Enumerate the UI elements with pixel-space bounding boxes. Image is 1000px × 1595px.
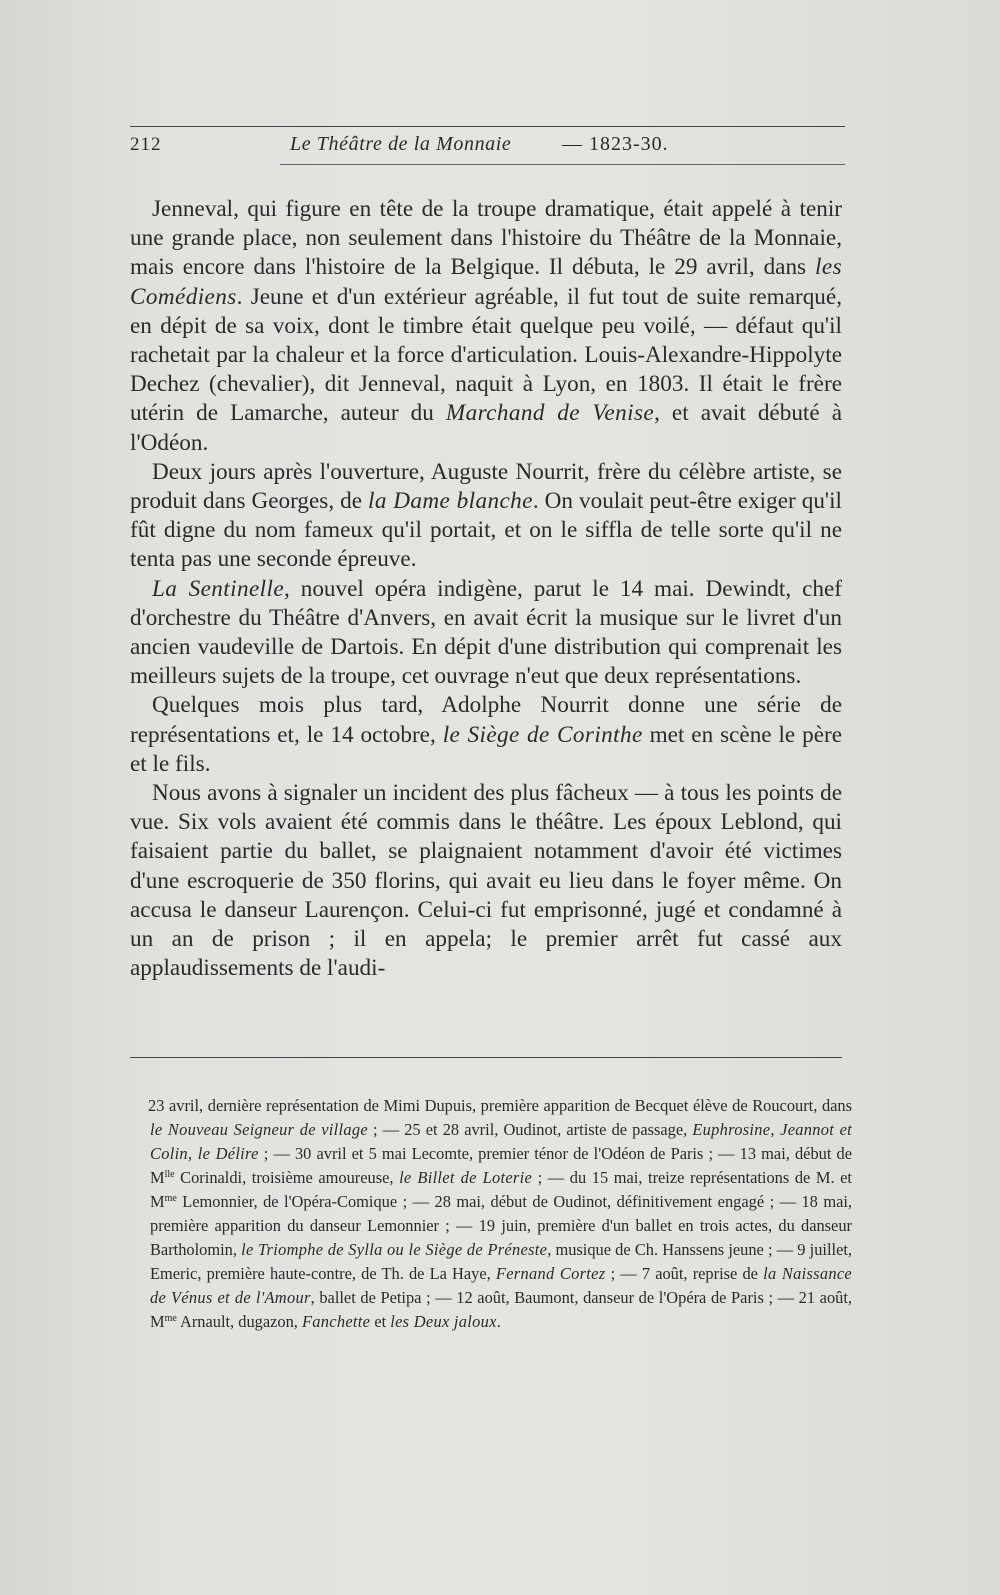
text-run: Corinaldi, troisième amoureuse, xyxy=(174,1168,400,1187)
work-title: le Triomphe de Sylla ou le Siège de Préneste xyxy=(241,1240,548,1259)
text-run: 23 avril, dernière représentation de Mimi Dupuis, première apparition de Becquet élève de Roucourt, dans xyxy=(148,1096,852,1115)
work-title: la Naissance de Vénus et de l'Amour xyxy=(150,1264,852,1307)
text-run: . xyxy=(496,1312,501,1331)
work-title: Fanchette xyxy=(301,1312,371,1331)
text-run: Lemonnier, de l'Opéra-Comique ; — 28 mai, début de Oudinot, définitivement engagé ; — 18 mai, première apparition du danseur Lemonnier ; — 19 juin, première d'un ballet en trois actes, du danseur Bartholomin, xyxy=(150,1192,852,1259)
work-title: le Nouveau Seigneur de village xyxy=(150,1120,368,1139)
text-run: Quelques mois plus tard, Adolphe Nourrit donne une série de représentations et, le 14 octobre, xyxy=(130,692,842,748)
text-run: , et avait débuté à l'Odéon. xyxy=(130,400,842,456)
work-title: la Dame blanche xyxy=(368,488,533,515)
work-title: Euphrosine, Jeannot et Colin, le Délire xyxy=(150,1120,852,1163)
superscript: me xyxy=(164,1313,177,1324)
superscript: me xyxy=(164,1193,177,1204)
text-run: ; — 7 août, reprise de xyxy=(605,1264,764,1283)
paragraph xyxy=(130,458,842,575)
text-run: ; — 30 avril et 5 mai Lecomte, premier ténor de l'Odéon de Paris ; — 13 mai, début de M xyxy=(150,1144,852,1187)
text-run: , musique de Ch. Hanssens jeune ; — 9 juillet, Emeric, première haute-contre, de Th. de La Haye, xyxy=(150,1240,852,1283)
superscript: lle xyxy=(164,1169,175,1180)
text-run: Jenneval, qui figure en tête de la troupe dramatique, était appelé à tenir une grande place, non seulement dans l'histoire du Théâtre de la Monnaie, mais encore dans l'histoire de la Belgique. Il débuta, le 29 avril, dans xyxy=(130,196,842,281)
header-rule xyxy=(130,126,845,127)
text-run: et xyxy=(370,1312,391,1331)
paragraph xyxy=(130,779,842,983)
paragraph xyxy=(130,691,842,779)
main-text xyxy=(130,195,842,983)
text-run: , ballet de Petipa ; — 12 août, Baumont, danseur de l'Opéra de Paris ; — 21 août, M xyxy=(150,1288,852,1331)
running-title: Le Théâtre de la Monnaie xyxy=(290,133,512,155)
text-run: Nous avons à signaler un incident des plus fâcheux — à tous les points de vue. Six vols avaient été commis dans le théâtre. Les époux Leblond, qui faisaient partie du ballet, se plaignaient notamment d'avoir été victimes d'une escroquerie de 350 florins, qui avait eu lieu dans le foyer même. On accusa le danseur Laurençon. Celui-ci fut emprisonné, jugé et condamné à un an de prison ; il en appela; le premier arrêt fut cassé aux applaudissements de l'audi- xyxy=(130,780,842,982)
text-run: Arnault, dugazon, xyxy=(176,1312,302,1331)
work-title: le Billet de Loterie xyxy=(399,1168,533,1187)
text-run: met en scène le père et le fils. xyxy=(130,721,843,777)
text-run: ; — du 15 mai, treize représentations de M. et M xyxy=(150,1168,852,1211)
work-title: La Sentinelle xyxy=(152,575,285,602)
work-title: les Comédiens xyxy=(130,254,842,310)
text-run: , nouvel opéra indigène, parut le 14 mai. Dewindt, chef d'orchestre du Théâtre d'Anvers, en avait écrit la musique sur le livret d'un ancien vaudeville de Dartois. En dépit d'une distribution qui comprenait les meilleurs sujets de la troupe, cet ouvrage n'eut que deux représentations. xyxy=(130,575,842,690)
text-run: Deux jours après l'ouverture, Auguste Nourrit, frère du célèbre artiste, se produit dans Georges, de xyxy=(130,458,842,515)
footnote-rule xyxy=(130,1057,842,1058)
footnote-paragraph xyxy=(150,1094,852,1334)
work-title: les Deux jaloux xyxy=(390,1312,497,1331)
work-title: le Siège de Corinthe xyxy=(442,721,643,748)
text-run: . On voulait peut-être exiger qu'il fût digne du nom fameux qu'il portait, et on le siffla de telle sorte qu'il ne tenta pas une seconde épreuve. xyxy=(130,488,842,573)
text-run: ; — 25 et 28 avril, Oudinot, artiste de passage, xyxy=(367,1120,693,1139)
work-title: Fernand Cortez xyxy=(495,1264,606,1283)
paragraph xyxy=(130,575,842,692)
header-underline xyxy=(280,164,845,165)
running-dates: — 1823-30. xyxy=(562,133,669,155)
text-run: . Jeune et d'un extérieur agréable, il fut tout de suite remarqué, en dépit de sa voix, dont le timbre était quelque peu voilé, — défaut qu'il rachetait par la chaleur et la force d'articulation. Louis-Alexandre-Hippolyte Dechez (chevalier), dit Jenneval, naquit à Lyon, en 1803. Il était le frère utérin de Lamarche, auteur du xyxy=(130,283,842,427)
page-number: 212 xyxy=(130,134,162,155)
running-header xyxy=(130,126,845,170)
paragraph xyxy=(130,195,842,458)
footnote xyxy=(150,1094,852,1334)
work-title: Marchand de Venise xyxy=(445,400,655,427)
